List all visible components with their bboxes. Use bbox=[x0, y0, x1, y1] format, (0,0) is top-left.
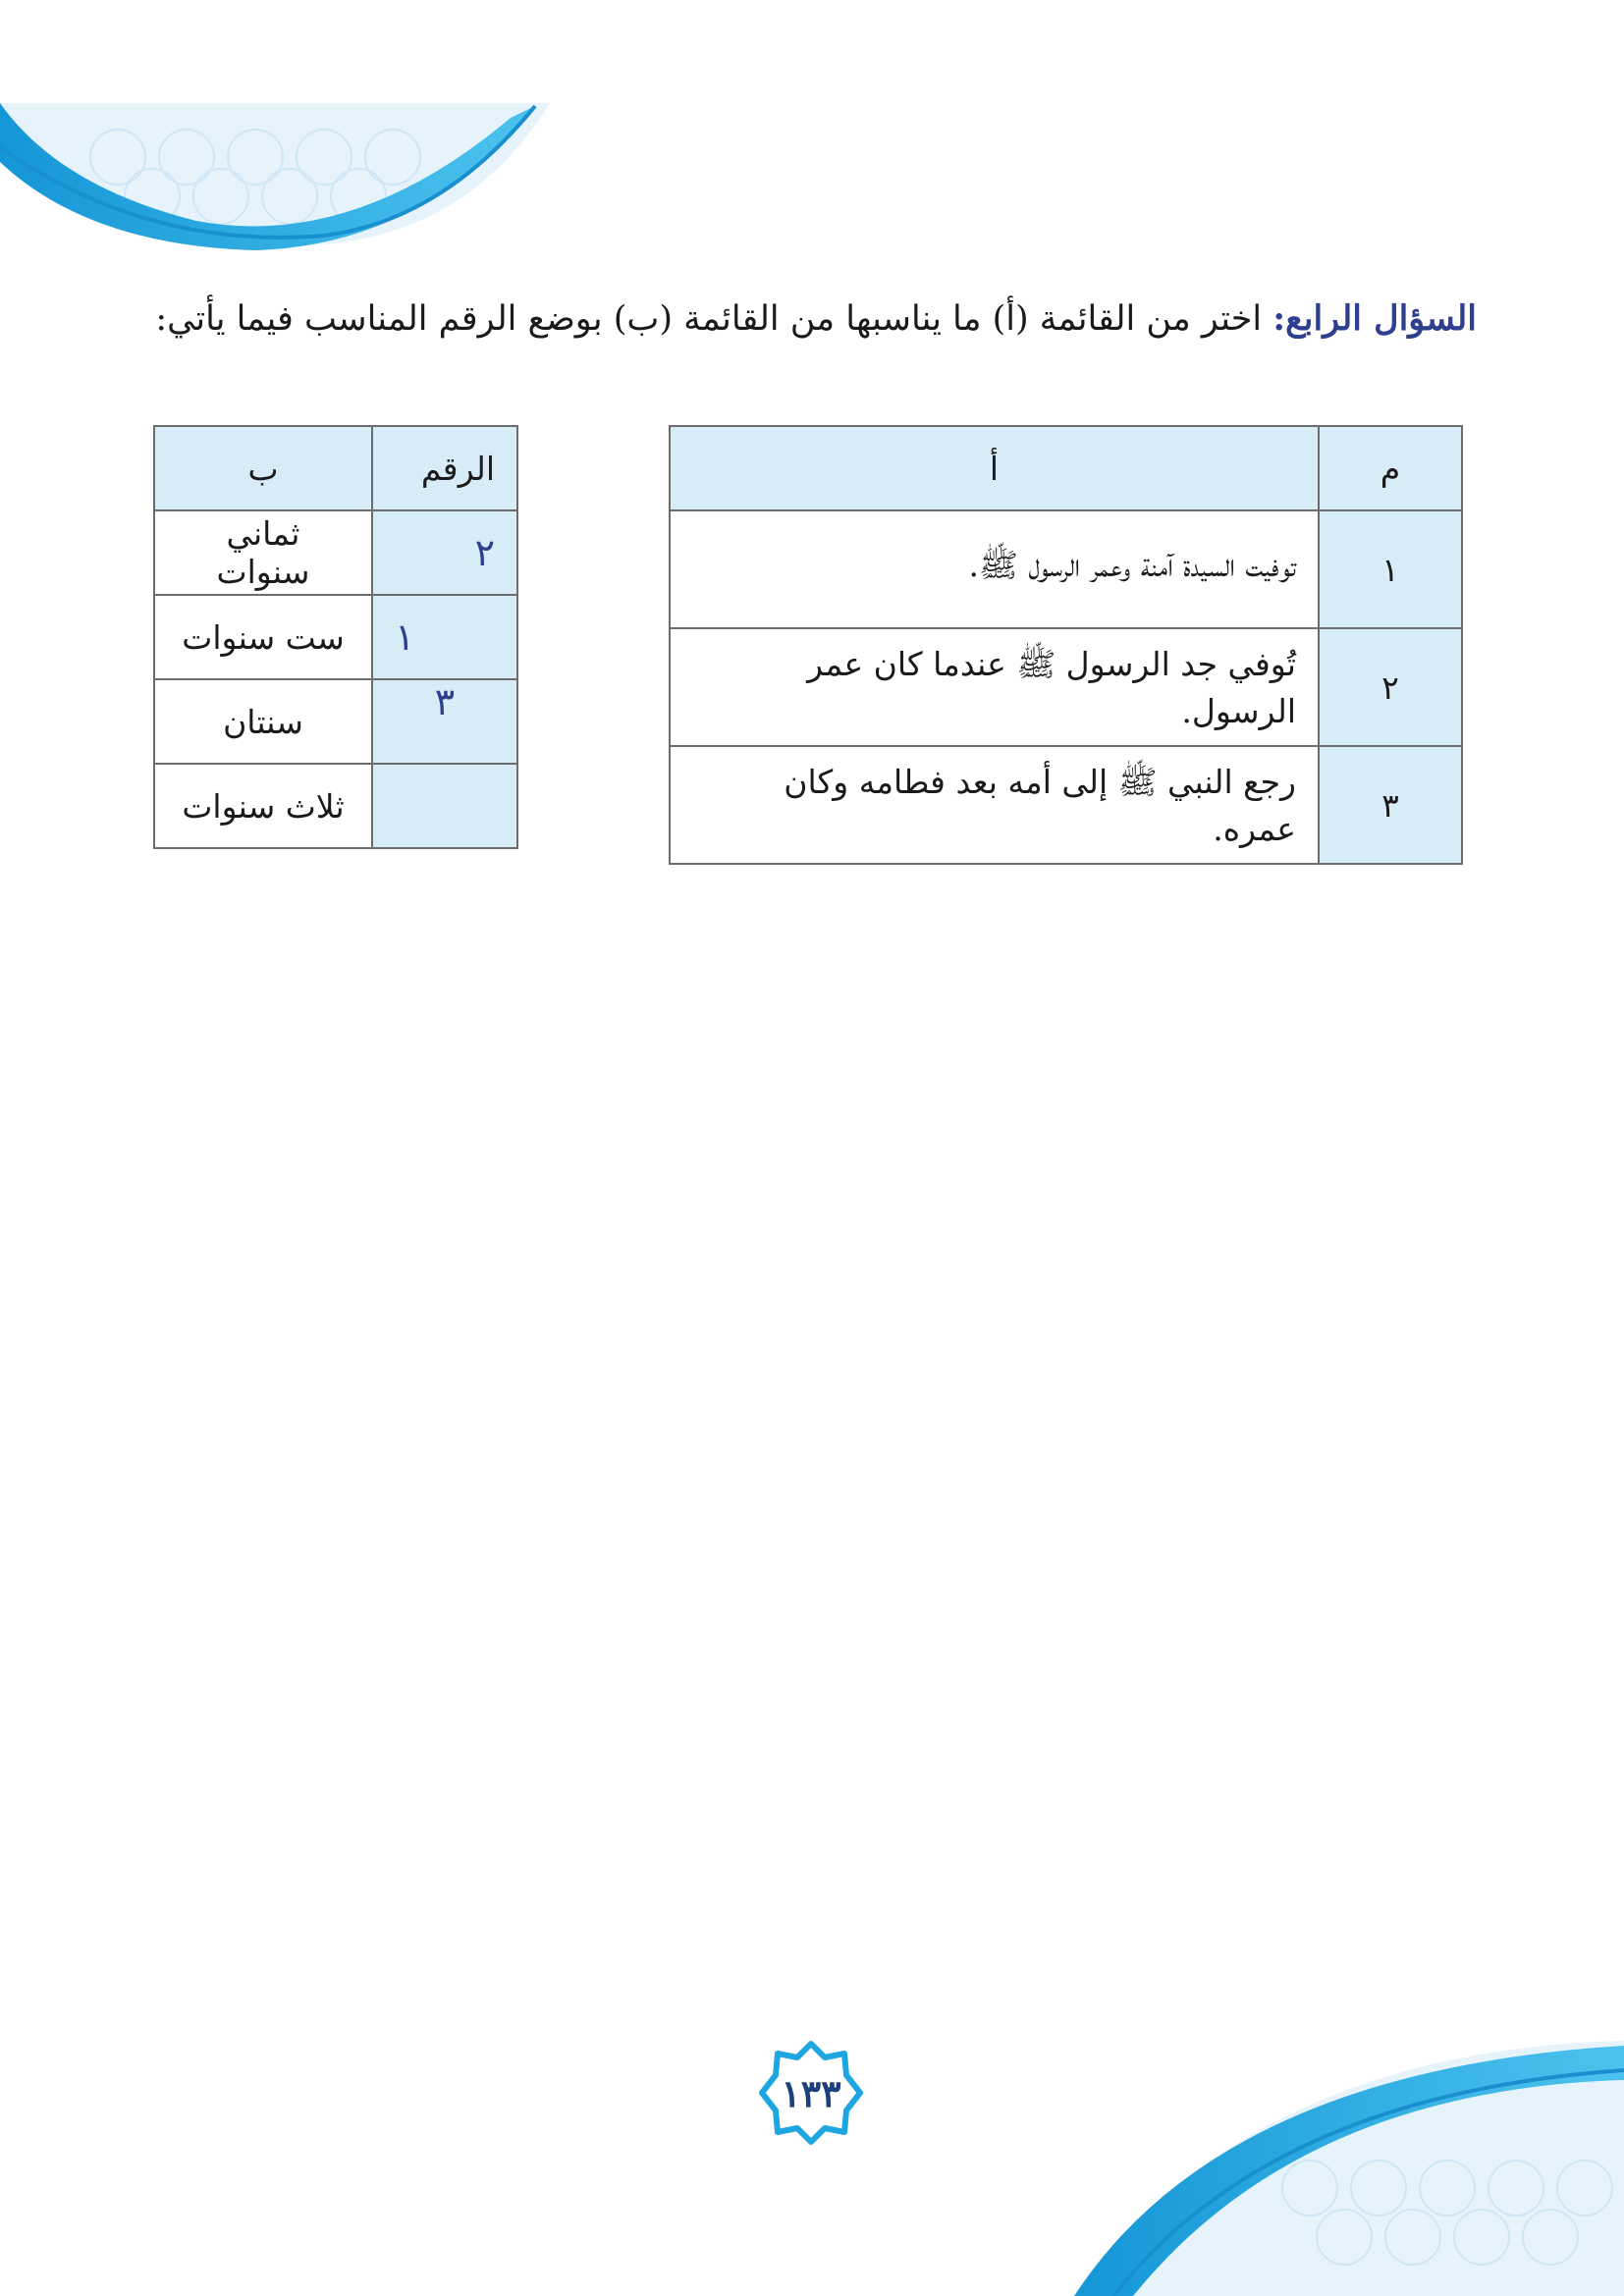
list-b-num-header: الرقم bbox=[372, 426, 517, 510]
list-a-text-header: أ bbox=[670, 426, 1319, 510]
question-heading bbox=[102, 290, 1477, 348]
list-b-table bbox=[153, 425, 518, 849]
question-label: السؤال الرابع: bbox=[1272, 298, 1477, 339]
table-row bbox=[154, 679, 517, 764]
list-a-header-row bbox=[670, 426, 1462, 510]
list-a-row-text: تُوفي جد الرسول ﷺ عندما كان عمر الرسول. bbox=[670, 628, 1319, 746]
list-b-header-row bbox=[154, 426, 517, 510]
page-number: ١٣٣ bbox=[781, 2070, 841, 2115]
answer-cell[interactable]: ٣ bbox=[372, 679, 517, 764]
list-a-row-text: رجع النبي ﷺ إلى أمه بعد فطامه وكان عمره. bbox=[670, 746, 1319, 864]
decorative-wave-bottom bbox=[1074, 1962, 1624, 2296]
table-row bbox=[154, 764, 517, 848]
list-b-text-header: ب bbox=[154, 426, 372, 510]
table-row bbox=[154, 510, 517, 595]
table-row bbox=[670, 746, 1462, 864]
list-a-row-number: ٣ bbox=[1319, 746, 1462, 864]
list-b-row-text: ثلاث سنوات bbox=[154, 764, 372, 848]
list-b-row-text: ست سنوات bbox=[154, 595, 372, 679]
answer-cell[interactable]: ١ bbox=[372, 595, 517, 679]
table-row bbox=[154, 595, 517, 679]
decorative-wave-top bbox=[0, 0, 550, 294]
list-a-table bbox=[669, 425, 1463, 865]
list-b-row-text: سنتان bbox=[154, 679, 372, 764]
table-row bbox=[670, 510, 1462, 628]
answer-cell[interactable]: ٢ bbox=[372, 510, 517, 595]
list-a-num-header: م bbox=[1319, 426, 1462, 510]
answer-cell[interactable] bbox=[372, 764, 517, 848]
list-b-row-text: ثماني سنوات bbox=[154, 510, 372, 595]
table-row bbox=[670, 628, 1462, 746]
list-a-row-number: ١ bbox=[1319, 510, 1462, 628]
list-a-row-number: ٢ bbox=[1319, 628, 1462, 746]
list-a-row-text: توفيت السيدة آمنة وعمر الرسول ﷺ. bbox=[670, 510, 1319, 628]
question-text: اختر من القائمة (أ) ما يناسبها من القائمة (ب) بوضع الرقم المناسب فيما يأتي: bbox=[155, 299, 1273, 339]
